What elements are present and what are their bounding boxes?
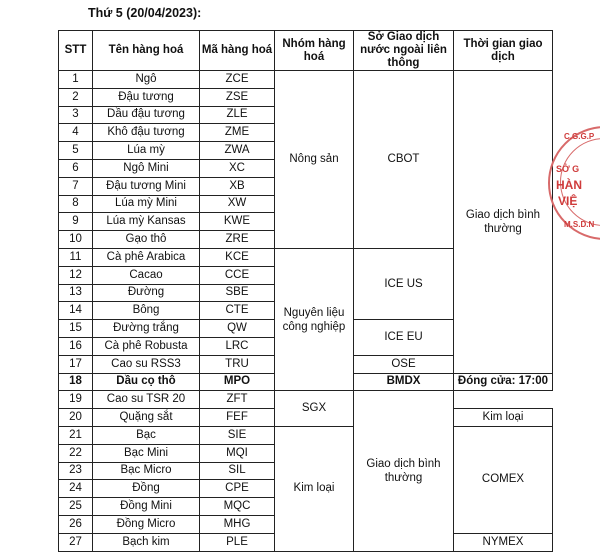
name-cell: Khô đậu tương [93,124,200,142]
code-cell: CPE [200,480,275,498]
stt-cell: 10 [59,231,93,249]
name-cell: Dầu cọ thô [93,373,200,391]
name-cell: Đồng Mini [93,498,200,516]
exchange-cell-ice-eu: ICE EU [354,320,454,356]
exchange-cell-ice-us: ICE US [354,248,454,319]
stt-cell: 16 [59,337,93,355]
name-cell: Cacao [93,266,200,284]
code-cell: KWE [200,213,275,231]
code-cell: PLE [200,533,275,551]
trading-schedule-table [58,30,553,552]
name-cell: Bạch kim [93,533,200,551]
name-cell: Bạc Mini [93,444,200,462]
code-cell: ZME [200,124,275,142]
name-cell: Đường [93,284,200,302]
code-cell: SIL [200,462,275,480]
code-cell: ZFT [200,391,275,409]
stt-cell: 7 [59,177,93,195]
name-cell: Dầu đậu tương [93,106,200,124]
code-cell: MQC [200,498,275,516]
code-cell: CCE [200,266,275,284]
stt-cell: 19 [59,391,93,409]
stt-cell: 18 [59,373,93,391]
name-cell: Lúa mỳ Kansas [93,213,200,231]
name-cell: Lúa mỳ Mini [93,195,200,213]
stamp-line-3: VIỆ [558,194,578,208]
stamp-line-2: HÀN [556,178,582,192]
name-cell: Lúa mỳ [93,142,200,160]
name-cell: Quặng sắt [93,409,200,427]
code-cell: MPO [200,373,275,391]
stt-cell: 14 [59,302,93,320]
name-cell: Cao su TSR 20 [93,391,200,409]
code-cell: XW [200,195,275,213]
stamp-line-1: SỞ G [556,164,580,174]
stt-cell: 26 [59,515,93,533]
header-exchange: Sở Giao dịch nước ngoài liên thông [354,31,454,71]
code-cell: LRC [200,337,275,355]
name-cell: Đậu tương [93,88,200,106]
stt-cell: 1 [59,71,93,89]
table-header-row [59,31,553,71]
code-cell: ZLE [200,106,275,124]
stt-cell: 25 [59,498,93,516]
exchange-cell-sgx: SGX [275,391,354,427]
name-cell: Ngô Mini [93,159,200,177]
code-cell: CTE [200,302,275,320]
stt-cell: 9 [59,213,93,231]
code-cell: MHG [200,515,275,533]
name-cell: Bông [93,302,200,320]
name-cell: Cao su RSS3 [93,355,200,373]
exchange-cell-comex: COMEX [454,426,553,533]
header-code: Mã hàng hoá [200,31,275,71]
stamp-ring-top: C.G.G.P [564,132,595,141]
name-cell: Bạc Micro [93,462,200,480]
name-cell: Cà phê Robusta [93,337,200,355]
code-cell: ZCE [200,71,275,89]
stt-cell: 22 [59,444,93,462]
header-time: Thời gian giao dịch [454,31,553,71]
group-cell-agri: Nông sản [275,71,354,249]
exchange-cell-ose: OSE [354,355,454,373]
exchange-cell-nymex: NYMEX [454,533,553,551]
stt-cell: 8 [59,195,93,213]
stt-cell: 24 [59,480,93,498]
code-cell: SBE [200,284,275,302]
table-row [59,426,553,444]
stt-cell: 6 [59,159,93,177]
stt-cell: 2 [59,88,93,106]
group-cell-industrial: Nguyên liệu công nghiệp [275,248,354,390]
table-row [59,71,553,89]
page-heading: Thứ 5 (20/04/2023): [88,6,202,20]
stt-cell: 21 [59,426,93,444]
code-cell: TRU [200,355,275,373]
stamp-ring-bottom: M.S.D.N [564,220,595,229]
header-group: Nhóm hàng hoá [275,31,354,71]
code-cell: ZSE [200,88,275,106]
name-cell: Đồng [93,480,200,498]
code-cell: KCE [200,248,275,266]
stt-cell: 13 [59,284,93,302]
name-cell: Cà phê Arabica [93,248,200,266]
code-cell: SIE [200,426,275,444]
official-stamp [548,126,600,240]
header-stt: STT [59,31,93,71]
name-cell: Bạc [93,426,200,444]
exchange-cell-cbot: CBOT [354,71,454,249]
group-cell-metal-b: Kim loại [275,426,354,551]
stt-cell: 20 [59,409,93,427]
stt-cell: 11 [59,248,93,266]
name-cell: Gạo thô [93,231,200,249]
stt-cell: 17 [59,355,93,373]
header-name: Tên hàng hoá [93,31,200,71]
code-cell: FEF [200,409,275,427]
stt-cell: 23 [59,462,93,480]
stt-cell: 3 [59,106,93,124]
time-cell-normal-b: Giao dịch bình thường [354,391,454,551]
code-cell: ZRE [200,231,275,249]
stt-cell: 4 [59,124,93,142]
stt-cell: 27 [59,533,93,551]
name-cell: Đậu tương Mini [93,177,200,195]
stt-cell: 5 [59,142,93,160]
code-cell: QW [200,320,275,338]
group-cell-metal-a: Kim loại [454,409,553,427]
stt-cell: 12 [59,266,93,284]
code-cell: XC [200,159,275,177]
code-cell: XB [200,177,275,195]
table-row [59,391,553,409]
name-cell: Ngô [93,71,200,89]
code-cell: ZWA [200,142,275,160]
name-cell: Đồng Micro [93,515,200,533]
time-cell-close: Đóng cửa: 17:00 [454,373,553,391]
code-cell: MQI [200,444,275,462]
time-cell-normal-a: Giao dịch bình thường [454,71,553,374]
stt-cell: 15 [59,320,93,338]
name-cell: Đường trắng [93,320,200,338]
exchange-cell-bmdx: BMDX [354,373,454,391]
